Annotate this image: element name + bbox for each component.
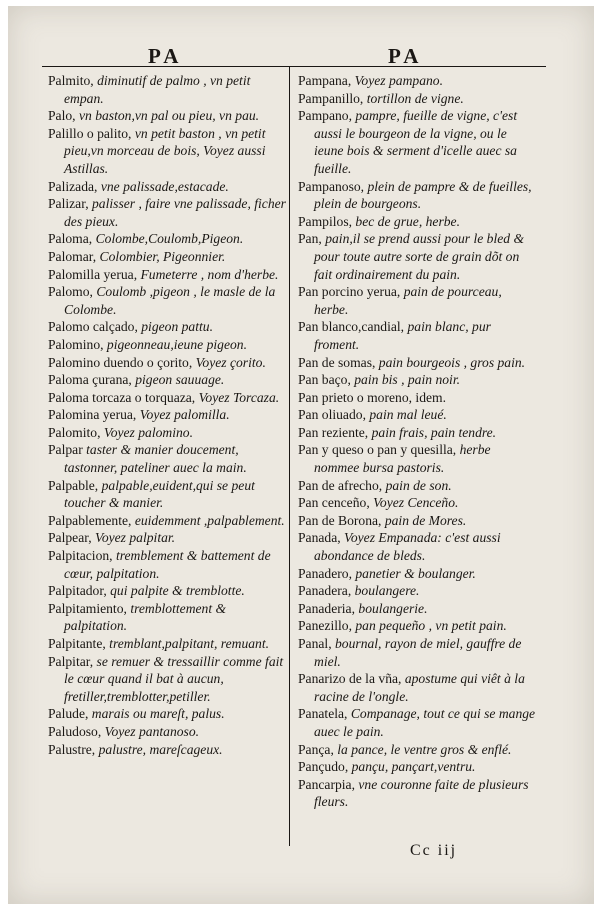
left-running-head: PA	[148, 44, 183, 68]
headword: Paludoso,	[48, 723, 102, 739]
headword: Palpitador,	[48, 583, 107, 599]
headword: Palomino,	[48, 336, 104, 352]
dictionary-entry	[48, 354, 288, 372]
headword: Palo,	[48, 108, 76, 124]
dictionary-entry	[48, 230, 288, 248]
definition: Voyez Torcaza.	[195, 389, 280, 405]
definition: vne couronne faite de plusieurs fleurs.	[314, 776, 529, 810]
definition: Fumeterre , nom d'herbe.	[137, 266, 279, 282]
dictionary-entry	[48, 406, 288, 424]
definition: Voyez palomino.	[100, 424, 194, 440]
dictionary-entry	[298, 441, 538, 476]
definition: taster & manier doucement, tastonner, pateliner auec la main.	[64, 442, 247, 476]
definition: boulangerie.	[355, 600, 428, 616]
dictionary-entry	[298, 371, 538, 389]
definition: pain frais, pain tendre.	[368, 424, 497, 440]
definition: herbe nommee bursa pastoris.	[314, 442, 491, 476]
definition: pain mal leué.	[365, 407, 447, 423]
dictionary-entry	[48, 336, 288, 354]
dictionary-entry	[298, 389, 538, 407]
dictionary-entry	[298, 90, 538, 108]
dictionary-entry	[298, 424, 538, 442]
dictionary-entry	[48, 266, 288, 284]
dictionary-page	[8, 6, 594, 904]
headword: Pampanoso,	[298, 178, 365, 194]
definition: Coulomb ,pigeon , le masle de la Colombe.	[64, 284, 276, 317]
definition: pigeon pattu.	[137, 319, 213, 335]
headword: Palpear,	[48, 530, 92, 546]
dictionary-entry	[298, 617, 538, 635]
definition: qui palpite & tremblotte.	[106, 583, 245, 599]
definition: Colombe,Coulomb,Pigeon.	[92, 231, 244, 247]
definition: palpable,euident,qui se peut toucher & manier.	[64, 477, 255, 511]
dictionary-entry	[298, 283, 538, 318]
headword: Panaderia,	[298, 600, 355, 616]
definition: bournal, rayon de miel, gauffre de miel.	[314, 636, 522, 669]
headword: Pampana,	[298, 73, 352, 88]
dictionary-entry	[298, 582, 538, 600]
dictionary-entry	[48, 512, 288, 530]
dictionary-entry	[48, 283, 288, 318]
definition: tremblement & battement de cœur, palpitation.	[64, 548, 271, 581]
dictionary-entry	[298, 565, 538, 583]
definition: apostume qui viêt à la racine de l'ongle.	[314, 671, 525, 704]
definition: pigeonneau,ieune pigeon.	[103, 336, 247, 352]
headword: Pan reziente,	[298, 424, 369, 440]
dictionary-entry	[48, 600, 288, 635]
headword: Palomito,	[48, 424, 101, 440]
headword: Pança,	[298, 741, 334, 757]
definition: Voyez palomilla.	[136, 407, 230, 423]
definition: Voyez Empanada: c'est aussi abondance de bleds.	[314, 530, 501, 564]
headword: Panarizo de la vña,	[298, 671, 402, 687]
definition: pain bourgeois , gros pain.	[375, 354, 526, 370]
headword: Pan baço,	[298, 372, 351, 388]
dictionary-entry	[298, 72, 538, 90]
dictionary-entry	[298, 529, 538, 564]
definition: vn petit baston , vn petit pieu,vn morceau de bois, Voyez aussi Astillas.	[64, 125, 266, 176]
headword: Palpar	[48, 442, 83, 458]
headword: Panezillo,	[298, 618, 352, 634]
left-column	[48, 72, 288, 758]
dictionary-entry	[48, 389, 288, 407]
headword: Pampanillo,	[298, 90, 364, 106]
definition: bec de grue, herbe.	[352, 213, 460, 229]
headword: Pampano,	[298, 108, 352, 124]
headword: Palpable,	[48, 477, 99, 493]
headword: Paloma torcaza o torquaza,	[48, 389, 196, 405]
dictionary-entry	[298, 477, 538, 495]
definition: la pance, le ventre gros & enflé.	[333, 741, 512, 757]
headword: Palillo o palito,	[48, 125, 132, 141]
headword: Panal,	[298, 636, 332, 651]
headword: Panatela,	[298, 706, 348, 722]
dictionary-entry	[48, 741, 288, 759]
dictionary-entry	[48, 653, 288, 706]
dictionary-entry	[298, 758, 538, 776]
definition: tremblant,palpitant, remuant.	[105, 636, 270, 651]
definition: pain bis , pain noir.	[350, 372, 461, 388]
dictionary-entry	[298, 776, 538, 811]
headword: Palizada,	[48, 178, 98, 194]
headword: Palomo,	[48, 284, 93, 300]
headword: Pampilos,	[298, 213, 353, 229]
headword: Palmito,	[48, 73, 94, 88]
dictionary-entry	[298, 107, 538, 177]
definition: tortillon de vigne.	[363, 90, 464, 106]
definition: pan pequeño , vn petit pain.	[351, 618, 507, 634]
definition: pain de pourceau, herbe.	[314, 284, 502, 317]
dictionary-entry	[48, 705, 288, 723]
dictionary-entry	[48, 72, 288, 107]
definition: pain,il se prend aussi pour le bled & pour toute autre sorte de grain dõt on fait ordinairement du pain.	[314, 231, 525, 282]
dictionary-entry	[48, 635, 288, 653]
headword: Palizar,	[48, 196, 89, 212]
headword: Pan de Borona,	[298, 512, 382, 528]
dictionary-entry	[48, 125, 288, 178]
dictionary-entry	[48, 107, 288, 125]
headword: Palomar,	[48, 248, 97, 264]
headword: Panadera,	[298, 583, 352, 599]
definition: pain blanc, pur froment.	[314, 319, 491, 352]
column-divider	[289, 66, 290, 846]
dictionary-entry	[298, 318, 538, 353]
definition: diminutif de palmo , vn petit empan.	[64, 73, 251, 106]
definition: pampre, fueille de vigne, c'est aussi le bourgeon de la vigne, ou le ieune bois & serment d'icelle auec sa fueille.	[314, 108, 518, 176]
headword: Palomina yerua,	[48, 407, 137, 423]
headword: Palpablemente,	[48, 512, 132, 528]
dictionary-entry	[48, 371, 288, 389]
headword: Palpitante,	[48, 636, 106, 651]
definition: vne palissade,estacade.	[97, 178, 229, 194]
headword: Palustre,	[48, 741, 96, 757]
headword: Palpitacion,	[48, 548, 113, 564]
headword: Pan prieto o moreno, idem.	[298, 389, 446, 405]
dictionary-entry	[298, 600, 538, 618]
headword: Palomilla yerua,	[48, 266, 138, 282]
right-column	[298, 72, 538, 811]
definition: Voyez palpitar.	[91, 530, 176, 546]
headword: Paloma çurana,	[48, 372, 132, 388]
header-rule	[42, 66, 546, 67]
dictionary-entry	[48, 529, 288, 547]
definition: euidemment ,palpablement.	[131, 512, 285, 528]
headword: Panadero,	[298, 565, 352, 581]
definition: plein de pampre & de fueilles, plein de bourgeons.	[314, 178, 532, 212]
headword: Pan porcino yerua,	[298, 284, 401, 300]
dictionary-entry	[298, 178, 538, 213]
definition: pain de Mores.	[381, 512, 467, 528]
definition: Voyez Cenceño.	[369, 495, 459, 511]
headword: Pan blanco,candial,	[298, 319, 405, 335]
headword: Palude,	[48, 706, 89, 722]
dictionary-entry	[298, 635, 538, 670]
dictionary-entry	[298, 741, 538, 759]
dictionary-entry	[298, 406, 538, 424]
headword: Pançudo,	[298, 759, 349, 775]
definition: palisser , faire vne palissade, ficher des pieux.	[64, 196, 286, 229]
dictionary-entry	[298, 705, 538, 740]
headword: Palpitar,	[48, 653, 94, 669]
dictionary-entry	[298, 354, 538, 372]
dictionary-entry	[48, 248, 288, 266]
dictionary-entry	[298, 512, 538, 530]
right-running-head: PA	[388, 44, 423, 68]
headword: Palomo calçado,	[48, 319, 138, 335]
dictionary-entry	[48, 547, 288, 582]
dictionary-entry	[48, 723, 288, 741]
dictionary-entry	[48, 477, 288, 512]
dictionary-entry	[48, 195, 288, 230]
definition: vn baston,vn pal ou pieu, vn pau.	[75, 108, 260, 124]
headword: Palomino duendo o çorito,	[48, 354, 193, 370]
definition: Voyez pantanoso.	[101, 723, 200, 739]
headword: Pan,	[298, 231, 322, 247]
definition: Voyez pampano.	[351, 73, 443, 88]
definition: Colombier, Pigeonnier.	[96, 248, 226, 264]
dictionary-entry	[48, 424, 288, 442]
headword: Pan cenceño,	[298, 495, 370, 511]
definition: palustre, mareſcageux.	[95, 741, 223, 757]
headword: Pancarpia,	[298, 776, 355, 792]
headword: Pan y queso o pan y quesilla,	[298, 442, 457, 458]
dictionary-entry	[298, 494, 538, 512]
definition: se remuer & tressaillir comme fait le cœur quand il bat à aucun, fretiller,tremblotter,petiller.	[64, 653, 284, 704]
headword: Pan de somas,	[298, 354, 376, 370]
signature-mark: Cc iij	[410, 842, 458, 859]
dictionary-entry	[48, 582, 288, 600]
dictionary-entry	[298, 230, 538, 283]
definition: boulangere.	[351, 583, 420, 599]
definition: Voyez çorito.	[192, 354, 266, 370]
definition: tremblottement & palpitation.	[64, 600, 227, 634]
headword: Panada,	[298, 530, 341, 546]
headword: Paloma,	[48, 231, 93, 247]
dictionary-entry	[48, 441, 288, 476]
definition: marais ou mareſt, palus.	[88, 706, 225, 722]
dictionary-entry	[48, 178, 288, 196]
dictionary-entry	[48, 318, 288, 336]
dictionary-entry	[298, 670, 538, 705]
definition: pigeon sauuage.	[131, 372, 225, 388]
headword: Pan oliuado,	[298, 407, 366, 423]
definition: pançu, pançart,ventru.	[348, 759, 476, 775]
headword: Pan de afrecho,	[298, 477, 383, 493]
dictionary-entry	[298, 213, 538, 231]
definition: panetier & boulanger.	[351, 565, 476, 581]
definition: Companage, tout ce qui se mange auec le pain.	[314, 706, 536, 739]
definition: pain de son.	[382, 477, 452, 493]
headword: Palpitamiento,	[48, 600, 127, 616]
